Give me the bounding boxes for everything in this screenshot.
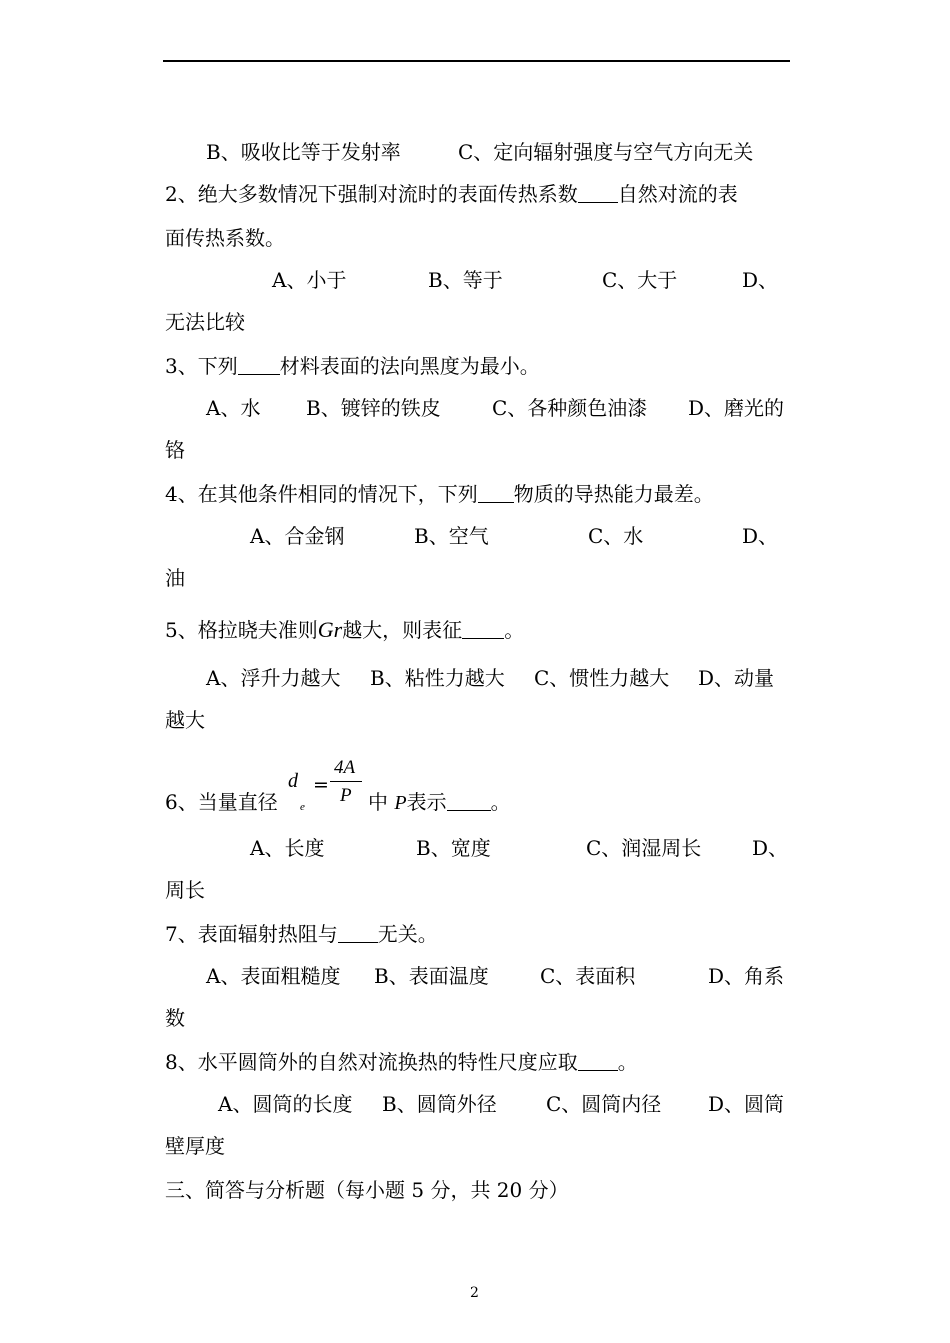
- q8-stem: 8、水平圆筒外的自然对流换热的特性尺度应取 。: [165, 1050, 638, 1074]
- q4-option-c: C、水: [588, 524, 644, 548]
- q7-stem: 7、表面辐射热阻与 无关。: [165, 922, 438, 946]
- q4-blank: [478, 482, 514, 503]
- q7-option-d: D、角系: [708, 964, 785, 988]
- q7-option-b: B、表面温度: [374, 964, 489, 988]
- q6-option-d: D、: [752, 836, 789, 860]
- q5-option-d-cont: 越大: [165, 708, 205, 732]
- formula-d: d: [288, 770, 298, 792]
- q4-option-a: A、合金钢: [250, 524, 345, 548]
- q2-option-d-cont: 无法比较: [165, 310, 245, 334]
- q3-option-c: C、各种颜色油漆: [492, 396, 648, 420]
- q5-option-b: B、粘性力越大: [370, 666, 505, 690]
- q8-option-a: A、圆筒的长度: [218, 1092, 353, 1116]
- q8-option-d-cont: 壁厚度: [165, 1134, 225, 1158]
- q1-option-b: B、吸收比等于发射率: [206, 140, 401, 164]
- q5-blank: [462, 618, 504, 639]
- q3-stem: 3、下列 材料表面的法向黑度为最小。: [165, 354, 540, 378]
- q4-option-d: D、: [742, 524, 779, 548]
- q8-option-b: B、圆筒外径: [382, 1092, 497, 1116]
- q5-stem: 5、格拉晓夫准则Gr越大，则表征 。: [165, 617, 525, 642]
- q4-stem: 4、在其他条件相同的情况下，下列 物质的导热能力最差。: [165, 482, 714, 506]
- q6-stem-a: 6、当量直径: [165, 790, 278, 814]
- q4-option-b: B、空气: [414, 524, 489, 548]
- q6-blank: [447, 790, 491, 811]
- page-number: 2: [470, 1285, 479, 1301]
- q2-stem: 2、绝大多数情况下强制对流时的表面传热系数 自然对流的表: [165, 182, 738, 206]
- q2-blank: [578, 182, 618, 203]
- q5-option-a: A、浮升力越大: [206, 666, 341, 690]
- q2-option-d: D、: [742, 268, 779, 292]
- formula-numerator: 4A: [334, 757, 356, 778]
- header-rule: [163, 60, 790, 62]
- q7-option-c: C、表面积: [540, 964, 636, 988]
- q5-option-c: C、惯性力越大: [534, 666, 670, 690]
- q3-option-d-cont: 铬: [165, 438, 185, 462]
- section-three-heading: 三、简答与分析题（每小题 5 分，共 20 分）: [165, 1178, 569, 1202]
- q8-option-d: D、圆筒: [708, 1092, 785, 1116]
- q2-option-a: A、小于: [272, 268, 347, 292]
- q2-option-b: B、等于: [428, 268, 503, 292]
- q5-option-d: D、动量: [698, 666, 775, 690]
- q6-stem-b: 中 P表示 。: [368, 790, 511, 814]
- grashof-symbol: Gr: [317, 617, 343, 642]
- q6-option-c: C、润湿周长: [586, 836, 702, 860]
- q6-option-b: B、宽度: [416, 836, 491, 860]
- q8-blank: [578, 1050, 618, 1071]
- symbol-p: P: [394, 792, 407, 814]
- q4-option-d-cont: 油: [165, 566, 185, 590]
- q7-option-a: A、表面粗糙度: [206, 964, 341, 988]
- formula-subscript-e: e: [300, 801, 305, 813]
- q6-option-a: A、长度: [250, 836, 325, 860]
- q3-blank: [238, 354, 280, 375]
- q7-blank: [338, 922, 378, 943]
- q1-option-c: C、定向辐射强度与空气方向无关: [458, 140, 754, 164]
- q7-option-d-cont: 数: [165, 1006, 185, 1030]
- q3-option-d: D、磨光的: [688, 396, 785, 420]
- q2-stem-cont: 面传热系数。: [165, 226, 285, 250]
- q6-option-d-cont: 周长: [165, 878, 205, 902]
- formula-denominator: P: [340, 785, 352, 806]
- q2-option-c: C、大于: [602, 268, 678, 292]
- formula-equals: =: [313, 774, 329, 796]
- q3-option-b: B、镀锌的铁皮: [306, 396, 441, 420]
- q8-option-c: C、圆筒内径: [546, 1092, 662, 1116]
- formula-fraction-bar: [330, 781, 362, 782]
- q3-option-a: A、水: [206, 396, 261, 420]
